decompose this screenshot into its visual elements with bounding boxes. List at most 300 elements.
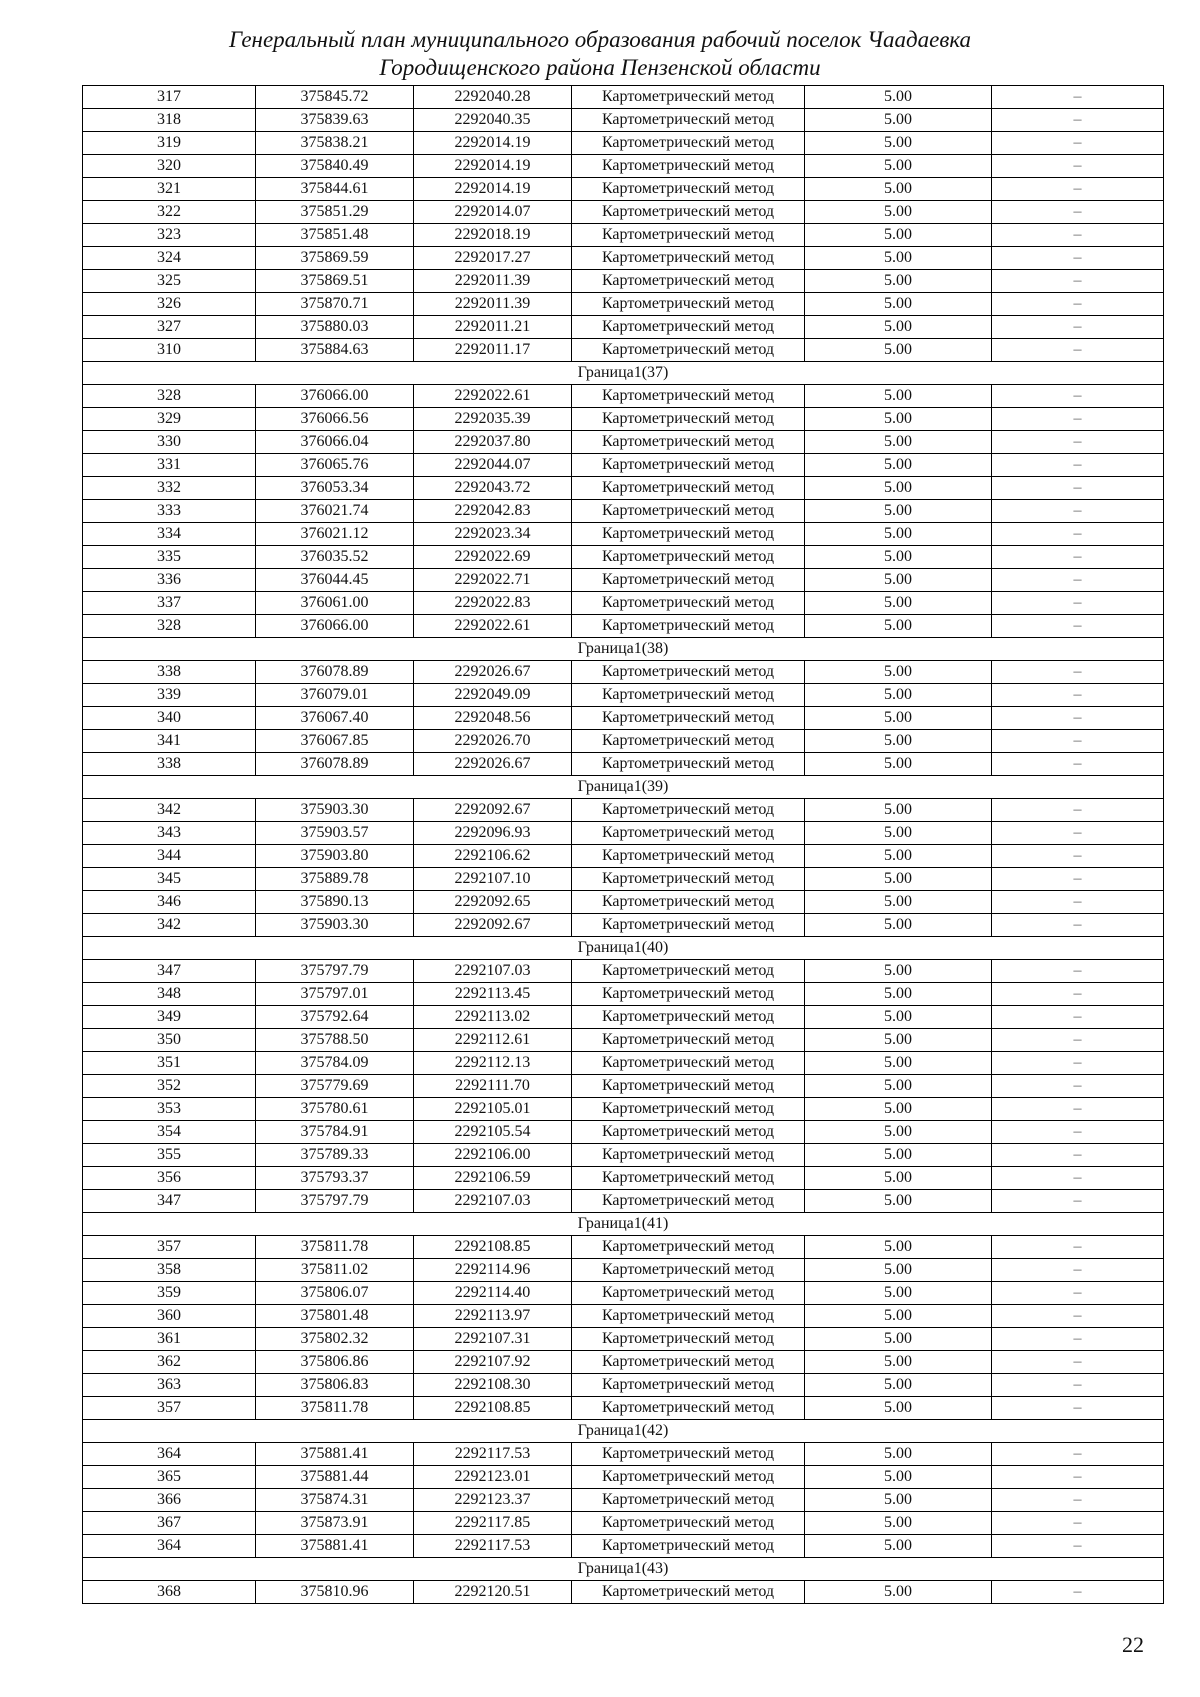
table-row (83, 1075, 1164, 1098)
accuracy-cell: 5.00 (805, 293, 992, 316)
note-cell: – (992, 431, 1164, 454)
table-row (83, 753, 1164, 776)
y-coordinate-cell: 2292026.67 (414, 753, 572, 776)
boundary-group-label: Граница1(41) (83, 1213, 1164, 1236)
point-number-cell: 329 (83, 408, 256, 431)
table-row (83, 730, 1164, 753)
y-coordinate-cell: 2292117.53 (414, 1443, 572, 1466)
y-coordinate-cell: 2292026.70 (414, 730, 572, 753)
y-coordinate-cell: 2292113.02 (414, 1006, 572, 1029)
point-number-cell: 366 (83, 1489, 256, 1512)
point-number-cell: 348 (83, 983, 256, 1006)
accuracy-cell: 5.00 (805, 1006, 992, 1029)
point-number-cell: 347 (83, 960, 256, 983)
y-coordinate-cell: 2292022.61 (414, 615, 572, 638)
accuracy-cell: 5.00 (805, 408, 992, 431)
y-coordinate-cell: 2292014.19 (414, 178, 572, 201)
x-coordinate-cell: 376035.52 (256, 546, 414, 569)
y-coordinate-cell: 2292123.01 (414, 1466, 572, 1489)
table-row (83, 201, 1164, 224)
x-coordinate-cell: 376066.00 (256, 385, 414, 408)
method-cell: Картометрический метод (572, 822, 805, 845)
y-coordinate-cell: 2292107.31 (414, 1328, 572, 1351)
accuracy-cell: 5.00 (805, 1512, 992, 1535)
table-row (83, 500, 1164, 523)
accuracy-cell: 5.00 (805, 1305, 992, 1328)
note-cell: – (992, 1581, 1164, 1604)
method-cell: Картометрический метод (572, 293, 805, 316)
method-cell: Картометрический метод (572, 155, 805, 178)
y-coordinate-cell: 2292043.72 (414, 477, 572, 500)
method-cell: Картометрический метод (572, 523, 805, 546)
accuracy-cell: 5.00 (805, 1535, 992, 1558)
boundary-group-label: Граница1(43) (83, 1558, 1164, 1581)
y-coordinate-cell: 2292117.53 (414, 1535, 572, 1558)
accuracy-cell: 5.00 (805, 500, 992, 523)
note-cell: – (992, 569, 1164, 592)
method-cell: Картометрический метод (572, 385, 805, 408)
method-cell: Картометрический метод (572, 960, 805, 983)
x-coordinate-cell: 375797.79 (256, 960, 414, 983)
point-number-cell: 353 (83, 1098, 256, 1121)
accuracy-cell: 5.00 (805, 891, 992, 914)
table-row (83, 615, 1164, 638)
note-cell: – (992, 109, 1164, 132)
point-number-cell: 343 (83, 822, 256, 845)
note-cell: – (992, 1535, 1164, 1558)
method-cell: Картометрический метод (572, 1489, 805, 1512)
method-cell: Картометрический метод (572, 477, 805, 500)
x-coordinate-cell: 375889.78 (256, 868, 414, 891)
note-cell: – (992, 914, 1164, 937)
table-row (83, 477, 1164, 500)
x-coordinate-cell: 375845.72 (256, 86, 414, 109)
x-coordinate-cell: 376066.00 (256, 615, 414, 638)
accuracy-cell: 5.00 (805, 546, 992, 569)
x-coordinate-cell: 376066.04 (256, 431, 414, 454)
y-coordinate-cell: 2292111.70 (414, 1075, 572, 1098)
y-coordinate-cell: 2292106.00 (414, 1144, 572, 1167)
table-row (83, 1006, 1164, 1029)
method-cell: Картометрический метод (572, 1466, 805, 1489)
note-cell: – (992, 1466, 1164, 1489)
boundary-group-row (83, 1558, 1164, 1581)
accuracy-cell: 5.00 (805, 247, 992, 270)
point-number-cell: 357 (83, 1397, 256, 1420)
accuracy-cell: 5.00 (805, 868, 992, 891)
y-coordinate-cell: 2292123.37 (414, 1489, 572, 1512)
accuracy-cell: 5.00 (805, 1581, 992, 1604)
x-coordinate-cell: 376066.56 (256, 408, 414, 431)
table-row (83, 1581, 1164, 1604)
point-number-cell: 344 (83, 845, 256, 868)
y-coordinate-cell: 2292011.21 (414, 316, 572, 339)
point-number-cell: 318 (83, 109, 256, 132)
x-coordinate-cell: 375851.29 (256, 201, 414, 224)
y-coordinate-cell: 2292106.59 (414, 1167, 572, 1190)
y-coordinate-cell: 2292018.19 (414, 224, 572, 247)
x-coordinate-cell: 375870.71 (256, 293, 414, 316)
method-cell: Картометрический метод (572, 1512, 805, 1535)
y-coordinate-cell: 2292014.19 (414, 155, 572, 178)
y-coordinate-cell: 2292042.83 (414, 500, 572, 523)
y-coordinate-cell: 2292114.40 (414, 1282, 572, 1305)
accuracy-cell: 5.00 (805, 1190, 992, 1213)
y-coordinate-cell: 2292014.19 (414, 132, 572, 155)
point-number-cell: 320 (83, 155, 256, 178)
method-cell: Картометрический метод (572, 1305, 805, 1328)
boundary-group-label: Граница1(38) (83, 638, 1164, 661)
method-cell: Картометрический метод (572, 891, 805, 914)
method-cell: Картометрический метод (572, 983, 805, 1006)
note-cell: – (992, 1236, 1164, 1259)
point-number-cell: 338 (83, 753, 256, 776)
point-number-cell: 333 (83, 500, 256, 523)
x-coordinate-cell: 376021.12 (256, 523, 414, 546)
x-coordinate-cell: 376067.40 (256, 707, 414, 730)
accuracy-cell: 5.00 (805, 132, 992, 155)
x-coordinate-cell: 375890.13 (256, 891, 414, 914)
boundary-group-row (83, 362, 1164, 385)
y-coordinate-cell: 2292011.39 (414, 293, 572, 316)
table-row (83, 224, 1164, 247)
boundary-group-label: Граница1(40) (83, 937, 1164, 960)
point-number-cell: 341 (83, 730, 256, 753)
table-row (83, 1098, 1164, 1121)
table-row (83, 546, 1164, 569)
x-coordinate-cell: 375844.61 (256, 178, 414, 201)
point-number-cell: 361 (83, 1328, 256, 1351)
method-cell: Картометрический метод (572, 408, 805, 431)
method-cell: Картометрический метод (572, 1374, 805, 1397)
accuracy-cell: 5.00 (805, 1052, 992, 1075)
boundary-group-row (83, 937, 1164, 960)
table-row (83, 109, 1164, 132)
point-number-cell: 347 (83, 1190, 256, 1213)
header-title-line-1: Генеральный план муниципального образования рабочий поселок Чаадаевка (228, 27, 972, 52)
accuracy-cell: 5.00 (805, 201, 992, 224)
table-row (83, 868, 1164, 891)
y-coordinate-cell: 2292092.65 (414, 891, 572, 914)
accuracy-cell: 5.00 (805, 109, 992, 132)
point-number-cell: 354 (83, 1121, 256, 1144)
method-cell: Картометрический метод (572, 1535, 805, 1558)
table-row (83, 1351, 1164, 1374)
x-coordinate-cell: 375903.30 (256, 914, 414, 937)
accuracy-cell: 5.00 (805, 1075, 992, 1098)
accuracy-cell: 5.00 (805, 615, 992, 638)
accuracy-cell: 5.00 (805, 1466, 992, 1489)
table-row (83, 707, 1164, 730)
x-coordinate-cell: 375838.21 (256, 132, 414, 155)
table-row (83, 1374, 1164, 1397)
y-coordinate-cell: 2292113.97 (414, 1305, 572, 1328)
x-coordinate-cell: 375903.80 (256, 845, 414, 868)
accuracy-cell: 5.00 (805, 845, 992, 868)
table-row (83, 385, 1164, 408)
x-coordinate-cell: 376079.01 (256, 684, 414, 707)
x-coordinate-cell: 376067.85 (256, 730, 414, 753)
x-coordinate-cell: 375789.33 (256, 1144, 414, 1167)
accuracy-cell: 5.00 (805, 1236, 992, 1259)
point-number-cell: 326 (83, 293, 256, 316)
y-coordinate-cell: 2292022.71 (414, 569, 572, 592)
point-number-cell: 340 (83, 707, 256, 730)
note-cell: – (992, 1098, 1164, 1121)
x-coordinate-cell: 375792.64 (256, 1006, 414, 1029)
y-coordinate-cell: 2292040.28 (414, 86, 572, 109)
point-number-cell: 339 (83, 684, 256, 707)
x-coordinate-cell: 375884.63 (256, 339, 414, 362)
method-cell: Картометрический метод (572, 615, 805, 638)
point-number-cell: 352 (83, 1075, 256, 1098)
method-cell: Картометрический метод (572, 1397, 805, 1420)
method-cell: Картометрический метод (572, 339, 805, 362)
table-row (83, 1121, 1164, 1144)
y-coordinate-cell: 2292108.30 (414, 1374, 572, 1397)
x-coordinate-cell: 376078.89 (256, 753, 414, 776)
x-coordinate-cell: 375840.49 (256, 155, 414, 178)
accuracy-cell: 5.00 (805, 454, 992, 477)
method-cell: Картометрический метод (572, 799, 805, 822)
accuracy-cell: 5.00 (805, 270, 992, 293)
accuracy-cell: 5.00 (805, 730, 992, 753)
x-coordinate-cell: 375811.78 (256, 1236, 414, 1259)
accuracy-cell: 5.00 (805, 523, 992, 546)
table-row (83, 1443, 1164, 1466)
x-coordinate-cell: 376021.74 (256, 500, 414, 523)
note-cell: – (992, 1190, 1164, 1213)
point-number-cell: 322 (83, 201, 256, 224)
method-cell: Картометрический метод (572, 178, 805, 201)
x-coordinate-cell: 375839.63 (256, 109, 414, 132)
x-coordinate-cell: 375869.59 (256, 247, 414, 270)
note-cell: – (992, 132, 1164, 155)
note-cell: – (992, 155, 1164, 178)
x-coordinate-cell: 375801.48 (256, 1305, 414, 1328)
table-row (83, 1305, 1164, 1328)
point-number-cell: 368 (83, 1581, 256, 1604)
note-cell: – (992, 224, 1164, 247)
coordinates-table-body (83, 86, 1164, 1604)
table-row (83, 132, 1164, 155)
x-coordinate-cell: 375880.03 (256, 316, 414, 339)
accuracy-cell: 5.00 (805, 822, 992, 845)
note-cell: – (992, 1121, 1164, 1144)
method-cell: Картометрический метод (572, 1236, 805, 1259)
y-coordinate-cell: 2292011.39 (414, 270, 572, 293)
table-row (83, 178, 1164, 201)
x-coordinate-cell: 375784.09 (256, 1052, 414, 1075)
method-cell: Картометрический метод (572, 1190, 805, 1213)
document-header (0, 26, 1200, 82)
method-cell: Картометрический метод (572, 1259, 805, 1282)
note-cell: – (992, 1029, 1164, 1052)
table-row (83, 891, 1164, 914)
note-cell: – (992, 730, 1164, 753)
accuracy-cell: 5.00 (805, 914, 992, 937)
method-cell: Картометрический метод (572, 1167, 805, 1190)
method-cell: Картометрический метод (572, 109, 805, 132)
method-cell: Картометрический метод (572, 270, 805, 293)
y-coordinate-cell: 2292106.62 (414, 845, 572, 868)
method-cell: Картометрический метод (572, 592, 805, 615)
y-coordinate-cell: 2292117.85 (414, 1512, 572, 1535)
note-cell: – (992, 615, 1164, 638)
y-coordinate-cell: 2292113.45 (414, 983, 572, 1006)
point-number-cell: 336 (83, 569, 256, 592)
accuracy-cell: 5.00 (805, 1489, 992, 1512)
table-row (83, 799, 1164, 822)
point-number-cell: 350 (83, 1029, 256, 1052)
point-number-cell: 327 (83, 316, 256, 339)
x-coordinate-cell: 375903.57 (256, 822, 414, 845)
y-coordinate-cell: 2292114.96 (414, 1259, 572, 1282)
method-cell: Картометрический метод (572, 1282, 805, 1305)
accuracy-cell: 5.00 (805, 477, 992, 500)
point-number-cell: 323 (83, 224, 256, 247)
method-cell: Картометрический метод (572, 1351, 805, 1374)
point-number-cell: 342 (83, 914, 256, 937)
x-coordinate-cell: 375811.78 (256, 1397, 414, 1420)
accuracy-cell: 5.00 (805, 707, 992, 730)
y-coordinate-cell: 2292022.61 (414, 385, 572, 408)
boundary-group-label: Граница1(42) (83, 1420, 1164, 1443)
accuracy-cell: 5.00 (805, 684, 992, 707)
boundary-group-row (83, 1420, 1164, 1443)
x-coordinate-cell: 375851.48 (256, 224, 414, 247)
method-cell: Картометрический метод (572, 1075, 805, 1098)
boundary-group-row (83, 1213, 1164, 1236)
note-cell: – (992, 983, 1164, 1006)
note-cell: – (992, 339, 1164, 362)
x-coordinate-cell: 375797.01 (256, 983, 414, 1006)
x-coordinate-cell: 375788.50 (256, 1029, 414, 1052)
table-row (83, 247, 1164, 270)
y-coordinate-cell: 2292107.10 (414, 868, 572, 891)
table-row (83, 270, 1164, 293)
method-cell: Картометрический метод (572, 1121, 805, 1144)
y-coordinate-cell: 2292092.67 (414, 799, 572, 822)
table-row (83, 1466, 1164, 1489)
page-number: 22 (1122, 1632, 1144, 1657)
table-row (83, 914, 1164, 937)
y-coordinate-cell: 2292022.69 (414, 546, 572, 569)
accuracy-cell: 5.00 (805, 753, 992, 776)
table-row (83, 661, 1164, 684)
table-row (83, 822, 1164, 845)
point-number-cell: 310 (83, 339, 256, 362)
point-number-cell: 337 (83, 592, 256, 615)
table-row (83, 1029, 1164, 1052)
point-number-cell: 335 (83, 546, 256, 569)
method-cell: Картометрический метод (572, 316, 805, 339)
y-coordinate-cell: 2292035.39 (414, 408, 572, 431)
point-number-cell: 363 (83, 1374, 256, 1397)
accuracy-cell: 5.00 (805, 1259, 992, 1282)
point-number-cell: 358 (83, 1259, 256, 1282)
point-number-cell: 355 (83, 1144, 256, 1167)
point-number-cell: 362 (83, 1351, 256, 1374)
x-coordinate-cell: 375780.61 (256, 1098, 414, 1121)
note-cell: – (992, 454, 1164, 477)
y-coordinate-cell: 2292017.27 (414, 247, 572, 270)
note-cell: – (992, 845, 1164, 868)
accuracy-cell: 5.00 (805, 960, 992, 983)
y-coordinate-cell: 2292014.07 (414, 201, 572, 224)
x-coordinate-cell: 375793.37 (256, 1167, 414, 1190)
boundary-group-label: Граница1(37) (83, 362, 1164, 385)
accuracy-cell: 5.00 (805, 1121, 992, 1144)
method-cell: Картометрический метод (572, 132, 805, 155)
boundary-group-row (83, 638, 1164, 661)
note-cell: – (992, 1328, 1164, 1351)
note-cell: – (992, 684, 1164, 707)
y-coordinate-cell: 2292112.13 (414, 1052, 572, 1075)
accuracy-cell: 5.00 (805, 569, 992, 592)
method-cell: Картометрический метод (572, 1443, 805, 1466)
point-number-cell: 346 (83, 891, 256, 914)
table-row (83, 983, 1164, 1006)
point-number-cell: 364 (83, 1443, 256, 1466)
note-cell: – (992, 1374, 1164, 1397)
table-row (83, 1167, 1164, 1190)
x-coordinate-cell: 375810.96 (256, 1581, 414, 1604)
note-cell: – (992, 1144, 1164, 1167)
note-cell: – (992, 891, 1164, 914)
point-number-cell: 325 (83, 270, 256, 293)
y-coordinate-cell: 2292108.85 (414, 1397, 572, 1420)
table-row (83, 592, 1164, 615)
method-cell: Картометрический метод (572, 707, 805, 730)
accuracy-cell: 5.00 (805, 592, 992, 615)
table-row (83, 1328, 1164, 1351)
method-cell: Картометрический метод (572, 569, 805, 592)
table-row (83, 960, 1164, 983)
point-number-cell: 345 (83, 868, 256, 891)
point-number-cell: 332 (83, 477, 256, 500)
table-row (83, 431, 1164, 454)
table-row (83, 155, 1164, 178)
y-coordinate-cell: 2292120.51 (414, 1581, 572, 1604)
table-row (83, 1397, 1164, 1420)
note-cell: – (992, 86, 1164, 109)
note-cell: – (992, 1259, 1164, 1282)
note-cell: – (992, 385, 1164, 408)
accuracy-cell: 5.00 (805, 86, 992, 109)
method-cell: Картометрический метод (572, 753, 805, 776)
method-cell: Картометрический метод (572, 1029, 805, 1052)
method-cell: Картометрический метод (572, 914, 805, 937)
point-number-cell: 342 (83, 799, 256, 822)
y-coordinate-cell: 2292026.67 (414, 661, 572, 684)
method-cell: Картометрический метод (572, 431, 805, 454)
accuracy-cell: 5.00 (805, 1282, 992, 1305)
x-coordinate-cell: 375806.83 (256, 1374, 414, 1397)
note-cell: – (992, 500, 1164, 523)
x-coordinate-cell: 376053.34 (256, 477, 414, 500)
x-coordinate-cell: 375881.41 (256, 1535, 414, 1558)
y-coordinate-cell: 2292112.61 (414, 1029, 572, 1052)
x-coordinate-cell: 375881.44 (256, 1466, 414, 1489)
table-row (83, 569, 1164, 592)
x-coordinate-cell: 375881.41 (256, 1443, 414, 1466)
note-cell: – (992, 201, 1164, 224)
method-cell: Картометрический метод (572, 224, 805, 247)
y-coordinate-cell: 2292096.93 (414, 822, 572, 845)
accuracy-cell: 5.00 (805, 661, 992, 684)
x-coordinate-cell: 376044.45 (256, 569, 414, 592)
